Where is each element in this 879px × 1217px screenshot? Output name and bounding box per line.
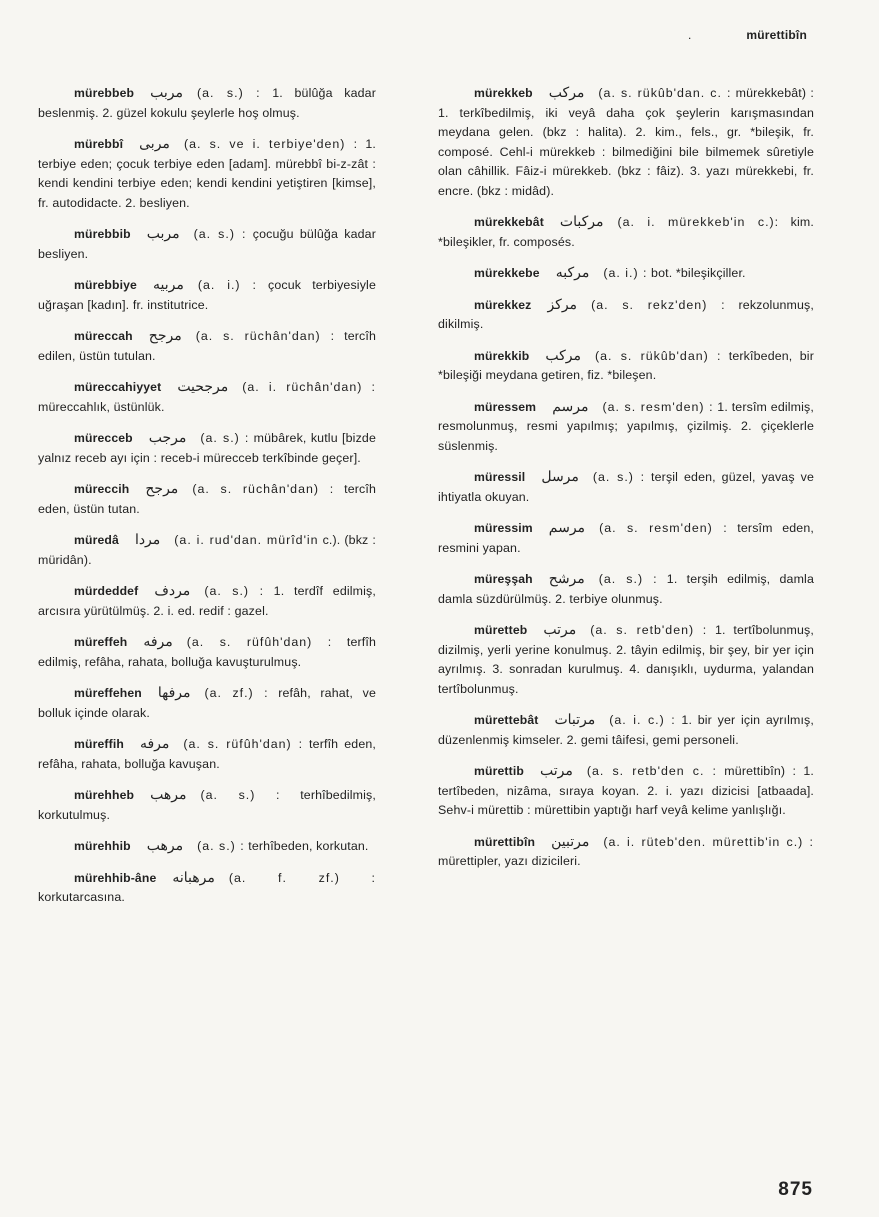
grammar-label: (a. s. rüchân'dan) : xyxy=(192,482,335,496)
headword: mürettebât xyxy=(474,713,539,727)
headword: mürebbib xyxy=(74,227,131,241)
grammar-label: (a. zf.) : xyxy=(204,686,269,700)
definition: terfîh edilmiş, refâha, rahata, bolluğa kavuşturulmuş. xyxy=(38,635,377,669)
headword: müreccah xyxy=(74,329,133,343)
arabic-script: مرشح xyxy=(548,571,585,587)
headword: mürekkebât xyxy=(474,215,544,229)
arabic-script: مرفه xyxy=(143,634,173,650)
dictionary-entry xyxy=(438,468,814,507)
arabic-script: مرتبین xyxy=(551,833,590,850)
dictionary-entry xyxy=(438,84,814,201)
arabic-script: مربب xyxy=(150,85,183,101)
dictionary-entry xyxy=(438,762,814,821)
grammar-label: (a. s. retb'den c. : xyxy=(586,764,717,778)
grammar-label: (a. i. rüteb'den. mürettib'in c.) : xyxy=(603,834,814,849)
definition: müreccahlık, üstünlük. xyxy=(38,399,165,414)
headword: mürebbî xyxy=(74,137,124,151)
definition: çocuğu bülûğa kadar besliyen. xyxy=(38,227,376,261)
grammar-label: (a. i. rüchân'dan) : xyxy=(242,380,376,394)
dictionary-entry xyxy=(38,786,376,825)
definition: terşil eden, güzel, yavaş ve ihtiyatla okuyan. xyxy=(438,470,814,504)
headword: müreffeh xyxy=(74,635,128,649)
dictionary-entry xyxy=(38,684,376,723)
dictionary-entry xyxy=(38,869,376,908)
grammar-label: (a. s.) : xyxy=(200,431,250,445)
dictionary-entry xyxy=(438,264,814,284)
headword: mürdeddef xyxy=(74,584,139,598)
definition: 1. terdîf edilmiş, arcısıra yürütülmüş. 2. i. ed. redif : gazel. xyxy=(38,584,376,618)
dictionary-entry xyxy=(38,225,376,264)
arabic-script: مرجح xyxy=(148,328,182,344)
headword: mürekkebe xyxy=(474,266,540,280)
grammar-label: (a. s.) : xyxy=(592,470,646,484)
definition: mürekkebât) : 1. terkîbedilmiş, iki veyâ daha çok şeylerin karışmasından meydana gelen. (bkz : halita). 2. kim., fels., gr. *bileşik, fr. composé. Cehl-i mürekkeb : bilmediğini bile bilmemek sûretiyle olan câhillik. Fâiz-i mürekkeb. (bkz : fâiz). 3. yazı mürekkebi, fr. encre. (bkz : midâd). xyxy=(438,86,814,198)
dictionary-entry xyxy=(438,296,814,335)
dictionary-entry xyxy=(38,633,376,672)
dictionary-entry xyxy=(38,531,376,570)
arabic-script: مرسم xyxy=(548,520,586,536)
dictionary-entry xyxy=(38,327,376,366)
headword: mürehhib xyxy=(74,839,131,853)
running-head: mürettibîn xyxy=(746,28,807,42)
grammar-label: (a. s.) : xyxy=(193,227,247,241)
arabic-script: مربب xyxy=(146,226,180,242)
arabic-script: مربی xyxy=(139,136,170,152)
grammar-label: (a. s. rükûb'dan. c. : xyxy=(598,86,732,100)
arabic-script: مرتبات xyxy=(554,712,596,728)
arabic-script: مردا xyxy=(134,532,161,548)
dictionary-entry xyxy=(38,378,376,417)
arabic-script: مرسم xyxy=(552,398,589,415)
definition: c.). (bkz : müridân). xyxy=(38,533,376,567)
grammar-label: (a. f. zf.) : xyxy=(228,870,376,885)
arabic-script: مرهب xyxy=(150,787,187,803)
definition: 1. tertîbolunmuş, dizilmiş, yerli yerine konulmuş. 2. tâyin edilmiş, bir şey, bir yer için ayrılmış. 3. sonradan kurulmuş. 4. danışıklı, uydurma, yalandan tertîbolunmuş. xyxy=(438,623,814,696)
definition: terhîbedilmiş, korkutulmuş. xyxy=(38,788,376,822)
arabic-script: مرسل xyxy=(541,469,579,485)
definition: terhîbeden, korkutan. xyxy=(244,839,369,853)
arabic-script: مرکب xyxy=(545,347,582,364)
dictionary-entry xyxy=(38,837,376,857)
definition: terfîh eden, refâha, rahata, bolluğa kavuşan. xyxy=(38,737,376,771)
dictionary-entry xyxy=(38,735,376,774)
dictionary-entry xyxy=(438,570,814,609)
definition: 1. terşih edilmiş, damla damla süzdürülmüş. 2. terbiye olunmuş. xyxy=(438,572,814,606)
headword: mürecceb xyxy=(74,431,133,445)
definition: tercîh edilen, üstün tutulan. xyxy=(38,329,377,363)
definition: 1. bülûğa kadar beslenmiş. 2. güzel kokulu şeylerle hoş olmuş. xyxy=(38,86,376,120)
definition: refâh, rahat, ve bolluk içinde olarak. xyxy=(38,686,376,720)
grammar-label: (a. s.) : xyxy=(197,839,245,853)
grammar-label: (a. s.) : xyxy=(598,572,658,586)
definition: bot. *bileşikçiller. xyxy=(647,266,746,280)
headword: müreccahiyyet xyxy=(74,380,162,394)
arabic-script: مرتب xyxy=(543,622,577,638)
headword: mürekkib xyxy=(474,348,530,363)
headword: mürekkez xyxy=(474,297,532,312)
grammar-label: (a. i.) : xyxy=(197,278,257,292)
headword: müressem xyxy=(474,399,537,414)
headword: mürettibîn xyxy=(474,834,536,849)
definition: terkîbeden, bir *bileşiği meydana getiren, fiz. *bileşen. xyxy=(438,348,814,382)
definition: tercîh eden, üstün tutan. xyxy=(38,482,377,516)
grammar-label: (a. s.) : xyxy=(200,788,281,802)
arabic-script: مرتب xyxy=(539,763,573,779)
dictionary-entry xyxy=(438,621,814,699)
dictionary-entry xyxy=(438,213,814,252)
headword: müreccih xyxy=(74,482,130,496)
grammar-label: (a. s. rüfûh'dan) : xyxy=(183,737,304,751)
definition: 1. tersîm edilmiş, resmolunmuş, resmi yapılmış; yapılmış, çizilmiş. 2. çiçeklerle süslenmiş. xyxy=(438,399,814,453)
definition: çocuk terbiyesiyle uğraşan [kadın]. fr. institutrice. xyxy=(38,278,376,312)
headword: mürettib xyxy=(474,764,524,778)
arabic-script: مرجح xyxy=(145,481,179,497)
grammar-label: (a. i.) : xyxy=(603,266,648,280)
definition: tersîm eden, resmini yapan. xyxy=(438,521,814,555)
headword: müreffih xyxy=(74,737,124,751)
grammar-label: (a. s.) : xyxy=(204,584,265,598)
arabic-script: مرهب xyxy=(146,838,184,854)
dictionary-entry xyxy=(438,519,814,558)
headword: mürehheb xyxy=(74,788,135,802)
headword: mürekkeb xyxy=(474,86,533,100)
arabic-script: مرجب xyxy=(148,430,187,446)
dictionary-entry xyxy=(438,833,814,872)
arabic-script: مرهبانه xyxy=(172,869,215,886)
grammar-label: (a. s. rüchân'dan) : xyxy=(195,329,336,343)
dictionary-entry xyxy=(38,84,376,123)
arabic-script: مرجحیت xyxy=(177,379,229,395)
headword: mürebbiye xyxy=(74,278,137,292)
grammar-label: (a. s. resm'den) : xyxy=(602,399,714,414)
grammar-label: (a. s. rükûb'dan) : xyxy=(595,348,722,363)
definition: mürettibîn) : 1. tertîbeden, nizâma, sıraya koyan. 2. i. yazı dizicisi [atbaada]. Sehv-i mürettib : mürettibin yaptığı harf veyâ kelime yanlışlığı. xyxy=(438,764,814,817)
arabic-script: مربیه xyxy=(152,277,184,293)
headword: mürebbeb xyxy=(74,86,135,100)
definition: mürettipler, yazı dizicileri. xyxy=(438,854,581,868)
headword: müredâ xyxy=(74,533,119,547)
dictionary-entry xyxy=(438,347,814,386)
arabic-script: مرکبات xyxy=(559,214,604,230)
headword: mürehhib-âne xyxy=(74,870,157,885)
definition: mübârek, kutlu [bizde yalnız receb ayı için : receb-i mürecceb terkîbinde geçer]. xyxy=(38,431,376,465)
grammar-label: (a. s.) : xyxy=(197,86,261,100)
dictionary-entry xyxy=(438,711,814,750)
arabic-script: مرکب xyxy=(548,85,585,101)
grammar-label: (a. s. ve i. terbiye'den) : xyxy=(183,137,359,151)
arabic-script: مرکز xyxy=(547,296,578,313)
arabic-script: مرفها xyxy=(157,685,191,701)
header-dot: . xyxy=(688,28,692,42)
dictionary-entry xyxy=(38,480,376,519)
definition: 1. bir yer için ayrılmış, düzenlenmiş kimseler. 2. gemi tâifesi, gemi personeli. xyxy=(438,713,814,747)
arabic-script: مردف xyxy=(154,583,191,599)
dictionary-entry xyxy=(38,429,376,468)
headword: müressil xyxy=(474,470,526,484)
grammar-label: (a. i. c.) : xyxy=(609,713,676,727)
left-column xyxy=(38,84,376,920)
definition: kim. *bileşikler, fr. composés. xyxy=(438,215,814,249)
arabic-script: مرکبه xyxy=(555,265,590,281)
headword: müressim xyxy=(474,521,533,535)
grammar-label: (a. s. rekz'den) : xyxy=(591,297,726,312)
definition: korkutarcasına. xyxy=(38,890,125,904)
dictionary-entry xyxy=(38,135,376,213)
grammar-label: (a. s. rüfûh'dan) : xyxy=(186,635,333,649)
grammar-label: (a. i. rud'dan. mürîd'in xyxy=(174,533,319,547)
grammar-label: (a. i. mürekkeb'in c.): xyxy=(617,215,780,229)
definition: 1. terbiye eden; çocuk terbiye eden [adam]. mürebbî bi-z-zât : kendi kendini terbiye eden; kendi kendini yetiştiren [kimse], fr. autodidacte. 2. besliyen. xyxy=(38,137,376,210)
arabic-script: مرفه xyxy=(139,736,170,752)
dictionary-entry xyxy=(38,276,376,315)
dictionary-entry xyxy=(38,582,376,621)
dictionary-entry xyxy=(438,398,814,457)
headword: müreşşah xyxy=(474,572,533,586)
page-number: 875 xyxy=(778,1179,813,1200)
right-column xyxy=(438,84,814,884)
headword: müreffehen xyxy=(74,686,142,700)
grammar-label: (a. s. resm'den) : xyxy=(599,521,728,535)
grammar-label: (a. s. retb'den) : xyxy=(590,623,708,637)
headword: müretteb xyxy=(474,623,528,637)
definition: rekzolunmuş, dikilmiş. xyxy=(438,297,814,331)
